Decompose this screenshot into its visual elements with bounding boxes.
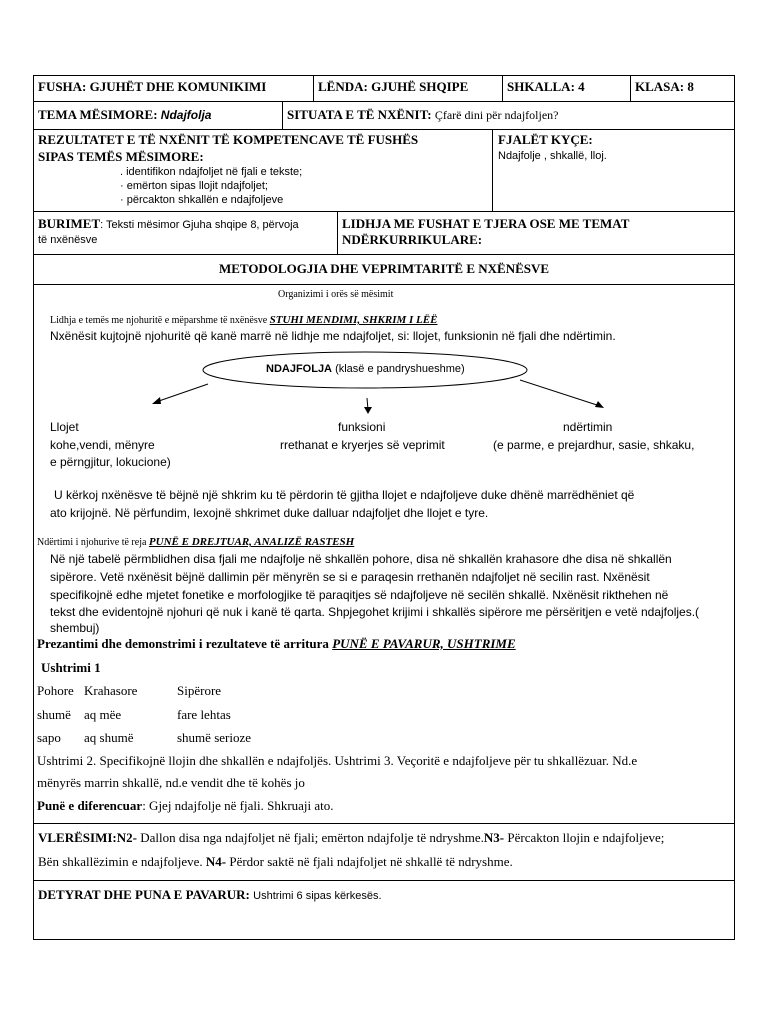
- border-bottom: [33, 939, 735, 940]
- lidhja-text: Nxënësit kujtojnë njohuritë që kanë marrë në lidhje me ndajfoljet, si: llojet, funksionin në fjali dhe ndërtimin.: [50, 329, 616, 343]
- diferencuar-label: Punë e diferencuar: [37, 798, 143, 813]
- table-header-siperore: Sipërore: [177, 683, 222, 698]
- vleresimi-n2-text: Dallon disa nga ndajfoljet në fjali; emërton ndajfolje të ndryshme.: [136, 830, 484, 845]
- col1-head: Llojet: [50, 420, 79, 434]
- ellipse-label-rest: (klasë e pandryshueshme): [335, 363, 465, 375]
- prezantimi-intro: Prezantimi dhe demonstrimi i rezultateve të arritura: [37, 636, 329, 651]
- prezantimi-method: PUNË E PAVARUR, USHTRIME: [332, 636, 516, 651]
- border-row6: [33, 823, 735, 824]
- table-header-krahasore: Krahasore: [84, 683, 138, 698]
- shkrim-line2: ato krijojnë. Në përfundim, lexojnë shkrimet duke dalluar ndajfoljet dhe llojet e tyre.: [50, 506, 489, 520]
- metodologjia-title: METODOLOGJIA DHE VEPRIMTARITË E NXËNËSVE: [218, 261, 550, 276]
- arrow-left: [156, 384, 208, 402]
- lidhja-title-1: LIDHJA ME FUSHAT E TJERA OSE ME TEMAT: [342, 216, 630, 231]
- ndertimi-line-3: specifikojnë edhe mjetet fonetike e morfologjike të paraqitjes së ndajfoljeve në secilën shkallë. Nxënësit rikthehen në: [50, 588, 669, 602]
- ellipse-label: [266, 363, 465, 376]
- tema-label: TEMA MËSIMORE:: [38, 107, 158, 122]
- ndertimi-method: PUNË E DREJTUAR, ANALIZË RASTESH: [148, 536, 355, 548]
- rezultatet-title-2: SIPAS TEMËS MËSIMORE:: [38, 149, 204, 164]
- vleresimi-n2: N2-: [116, 830, 137, 845]
- ellipse-label-bold: NDAJFOLJA: [266, 363, 333, 375]
- col2-head: funksioni: [338, 420, 386, 434]
- detyrat: [38, 888, 382, 903]
- lidhja-title-2: NDËRKURRIKULARE:: [342, 232, 483, 247]
- ushtrimi2-line1: Ushtrimi 2. Specifikojnë llojin dhe shkallën e ndajfoljës. Ushtrimi 3. Veçoritë e ndajfoljeve për tu shkallëzuar. Nd.e: [37, 753, 638, 768]
- table-header-pohore: Pohore: [37, 683, 74, 698]
- rezultatet-item-3: · përcakton shkallën e ndajfoljeve: [120, 194, 284, 206]
- ndertimi-line-1: Në një tabelë përmblidhen disa fjali me ndajfolje në shkallën pohore, disa në shkallën krahasore dhe disa në shkallën: [50, 552, 672, 566]
- diferencuar-text: : Gjej ndajfolje në fjali. Shkruaji ato.: [142, 798, 334, 813]
- rezultatet-item-1: . identifikon ndajfoljet në fjali e tekste;: [120, 166, 303, 178]
- situata-value: Çfarë dini për ndajfoljen?: [434, 108, 559, 122]
- burimet-value-1: : Teksti mësimor Gjuha shqipe 8, përvoja: [100, 219, 299, 231]
- arrow-right: [520, 380, 600, 406]
- vleresimi-n4-text: Përdor saktë në fjali ndajfoljet në shkallë të ndryshme.: [226, 854, 513, 869]
- lenda-label: LËNDA: GJUHË SHQIPE: [318, 79, 469, 94]
- arrow-right-head: [595, 401, 604, 408]
- lidhja-intro: Lidhja e temës me njohuritë e mëparshme të nxënësve: [50, 315, 268, 326]
- col1-line1: kohe,vendi, mënyre: [50, 438, 155, 452]
- vleresimi-line1: [38, 831, 664, 846]
- col2-line1: rrethanat e kryerjes së veprimit: [280, 438, 445, 452]
- table-cell: aq mëe: [84, 707, 122, 722]
- fjalet-label: FJALËT KYÇE:: [498, 132, 593, 147]
- border-row7: [33, 880, 735, 881]
- shkrim-line1: U kërkoj nxënësve të bëjnë një shkrim ku të përdorin të gjitha llojet e ndajfoljeve duke dhënë marrëdhëniet që: [54, 488, 635, 502]
- table-cell: sapo: [37, 730, 61, 745]
- ushtrimi1-heading: Ushtrimi 1: [41, 660, 101, 675]
- detyrat-label: DETYRAT DHE PUNA E PAVARUR:: [38, 887, 250, 902]
- klasa-label: KLASA: 8: [635, 79, 694, 94]
- col3-head: ndërtimin: [563, 420, 613, 434]
- table-cell: shumë: [37, 707, 71, 722]
- rezultatet-item-2: · emërton sipas llojit ndajfoljet;: [120, 180, 268, 192]
- col1-line2: e përngjitur, lokucione): [50, 455, 171, 469]
- ndertimi-intro: Ndërtimi i njohurive të reja: [37, 537, 147, 548]
- ndertimi-line: [37, 536, 354, 549]
- table-cell: aq shumë: [84, 730, 134, 745]
- rezultatet-title-1: REZULTATET E TË NXËNIT TË KOMPETENCAVE TË FUSHËS: [38, 132, 419, 147]
- arrow-left-head: [152, 397, 161, 404]
- vleresimi-n3: N3-: [483, 830, 505, 845]
- table-cell: fare lehtas: [177, 707, 231, 722]
- table-cell: shumë serioze: [177, 730, 252, 745]
- ndertimi-line-4: tekst dhe evidentojnë njohuri që nuk i kanë të qarta. Shpjegohet krijimi i shkallës sipërore me përsëritjen e vetë ndajfoljes.(: [50, 605, 700, 619]
- detyrat-value: Ushtrimi 6 sipas kërkesës.: [253, 890, 382, 902]
- lidhja-method: STUHI MENDIMI, SHKRIM I LËË: [269, 314, 438, 326]
- organizimi-heading: Organizimi i orës së mësimit: [278, 289, 394, 300]
- tema-value: Ndajfolja: [160, 108, 212, 122]
- burimet-label: BURIMET: [38, 216, 101, 231]
- situata-label: SITUATA E TË NXËNIT:: [287, 107, 432, 122]
- ndertimi-line-5: shembuj): [50, 621, 100, 635]
- fjalet-value: Ndajfolje , shkallë, lloj.: [498, 150, 607, 162]
- col3-line1: (e parme, e prejardhur, sasie, shkaku,: [493, 438, 695, 452]
- vleresimi-label: VLERËSIMI:: [38, 830, 117, 845]
- burimet-value-2: të nxënësve: [38, 234, 98, 246]
- vleresimi-line2-start: Bën shkallëzimin e ndajfoljeve.: [38, 854, 206, 869]
- shkalla-label: SHKALLA: 4: [507, 79, 585, 94]
- prezantimi-line: [37, 637, 516, 652]
- arrow-middle-head: [364, 407, 372, 414]
- ndertimi-line-2: sipërore. Vetë nxënësit bëjnë dallimin për mënyrën se si e paraqesin rrethanën ndajfoljet në secilin rast. Nxënësit: [50, 570, 650, 584]
- pune-diferencuar: [37, 799, 334, 814]
- vleresimi-line2: [38, 855, 513, 870]
- vleresimi-n4: N4-: [205, 854, 227, 869]
- vleresimi-n3-text: Përcakton llojin e ndajfoljeve;: [504, 830, 665, 845]
- fusha-label: FUSHA: GJUHËT DHE KOMUNIKIMI: [38, 79, 267, 94]
- ushtrimi2-line2: mënyrës marrin shkallë, nd.e vendit dhe të kohës jo: [37, 775, 305, 790]
